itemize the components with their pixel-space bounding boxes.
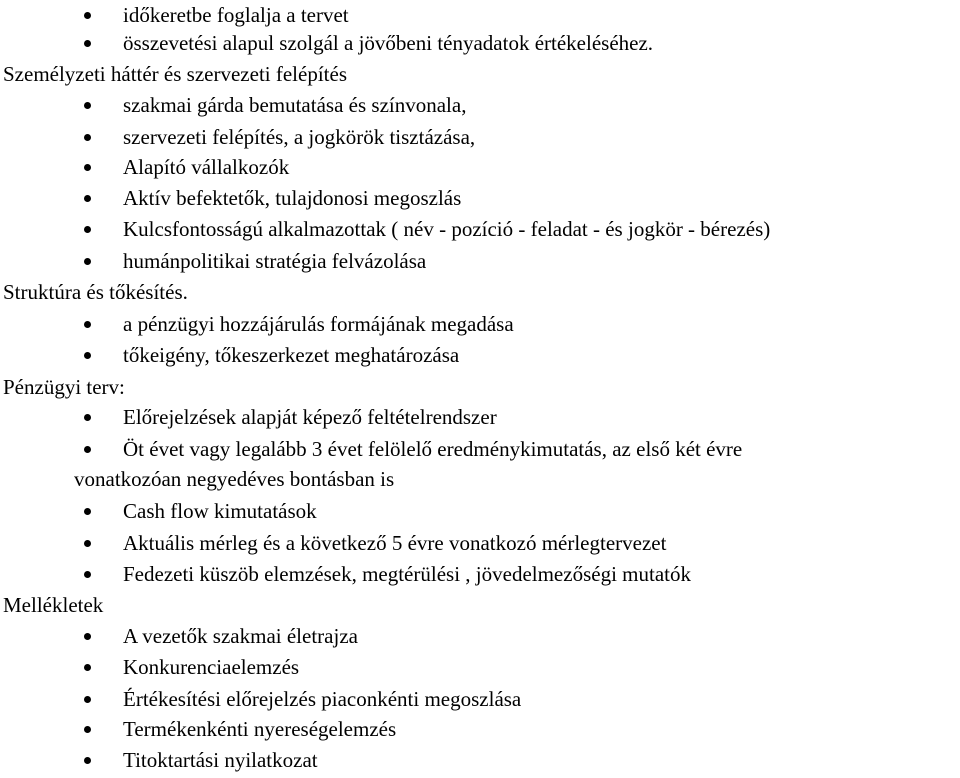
bullet-icon: [84, 508, 91, 515]
list-item-text: Fedezeti küszöb elemzések, megtérülési , jövedelmezőségi mutatók: [123, 562, 691, 586]
section-heading: Személyzeti háttér és szervezeti felépítés: [3, 62, 347, 86]
list-item: [0, 684, 960, 714]
bullet-icon: [84, 352, 91, 359]
list-item-text: összevetési alapul szolgál a jövőbeni tényadatok értékeléséhez.: [123, 31, 654, 55]
list-item: [0, 559, 960, 589]
bullet-icon: [84, 134, 91, 141]
bullet-icon: [84, 446, 91, 453]
bullet-icon: [84, 726, 91, 733]
list-item-text: Előrejelzések alapját képező feltételrendszer: [123, 405, 497, 429]
bullet-icon: [84, 40, 91, 47]
list-item: [0, 28, 960, 58]
list-item-text: Értékesítési előrejelzés piaconkénti megoszlása: [123, 687, 522, 711]
bullet-icon: [84, 696, 91, 703]
list-item: [0, 714, 960, 744]
bullet-icon: [84, 102, 91, 109]
list-item: [0, 90, 960, 120]
list-item-text: szakmai gárda bemutatása és színvonala,: [123, 93, 467, 117]
list-item: [0, 434, 960, 464]
list-item-text: A vezetők szakmai életrajza: [123, 624, 358, 648]
bullet-icon: [84, 164, 91, 171]
bullet-icon: [84, 12, 91, 19]
section-heading: Struktúra és tőkésítés.: [3, 280, 188, 304]
list-item: [0, 745, 960, 775]
list-item-text: Kulcsfontosságú alkalmazottak ( név - pozíció - feladat - és jogkör - bérezés): [123, 217, 771, 241]
bullet-icon: [84, 571, 91, 578]
list-item-text: humánpolitikai stratégia felvázolása: [123, 249, 427, 273]
bullet-icon: [84, 633, 91, 640]
list-item: [0, 340, 960, 370]
list-item-text: szervezeti felépítés, a jogkörök tisztázása,: [123, 125, 476, 149]
list-item-text: Öt évet vagy legalább 3 évet felölelő eredménykimutatás, az első két évre: [123, 437, 743, 461]
bullet-icon: [84, 226, 91, 233]
list-item: [0, 621, 960, 651]
list-item: [0, 652, 960, 682]
list-item-text: Aktív befektetők, tulajdonosi megoszlás: [123, 186, 462, 210]
list-item: [0, 246, 960, 276]
list-item: [0, 528, 960, 558]
bullet-icon: [84, 195, 91, 202]
list-item: [0, 309, 960, 339]
list-item-text: Konkurenciaelemzés: [123, 655, 300, 679]
list-item: [0, 183, 960, 213]
list-item: [0, 402, 960, 432]
section-heading: Mellékletek: [3, 593, 104, 617]
list-item-text: a pénzügyi hozzájárulás formájának megadása: [123, 312, 514, 336]
list-item: [0, 496, 960, 526]
bullet-icon: [84, 540, 91, 547]
section-heading: Pénzügyi terv:: [3, 375, 125, 399]
list-item-text: Aktuális mérleg és a következő 5 évre vonatkozó mérlegtervezet: [123, 531, 667, 555]
list-item-text: Titoktartási nyilatkozat: [123, 748, 318, 772]
list-item: [0, 122, 960, 152]
bullet-icon: [84, 414, 91, 421]
bullet-icon: [84, 321, 91, 328]
list-item-text: időkeretbe foglalja a tervet: [123, 3, 349, 27]
bullet-icon: [84, 664, 91, 671]
list-item-text: Alapító vállalkozók: [123, 155, 290, 179]
list-item-continuation: vonatkozóan negyedéves bontásban is: [74, 467, 395, 491]
list-item: [0, 0, 960, 30]
list-item: [0, 152, 960, 182]
list-item-text: tőkeigény, tőkeszerkezet meghatározása: [123, 343, 460, 367]
list-item-text: Termékenkénti nyereségelemzés: [123, 717, 397, 741]
bullet-icon: [84, 757, 91, 764]
list-item: [0, 214, 960, 244]
list-item-text: Cash flow kimutatások: [123, 499, 317, 523]
bullet-icon: [84, 258, 91, 265]
